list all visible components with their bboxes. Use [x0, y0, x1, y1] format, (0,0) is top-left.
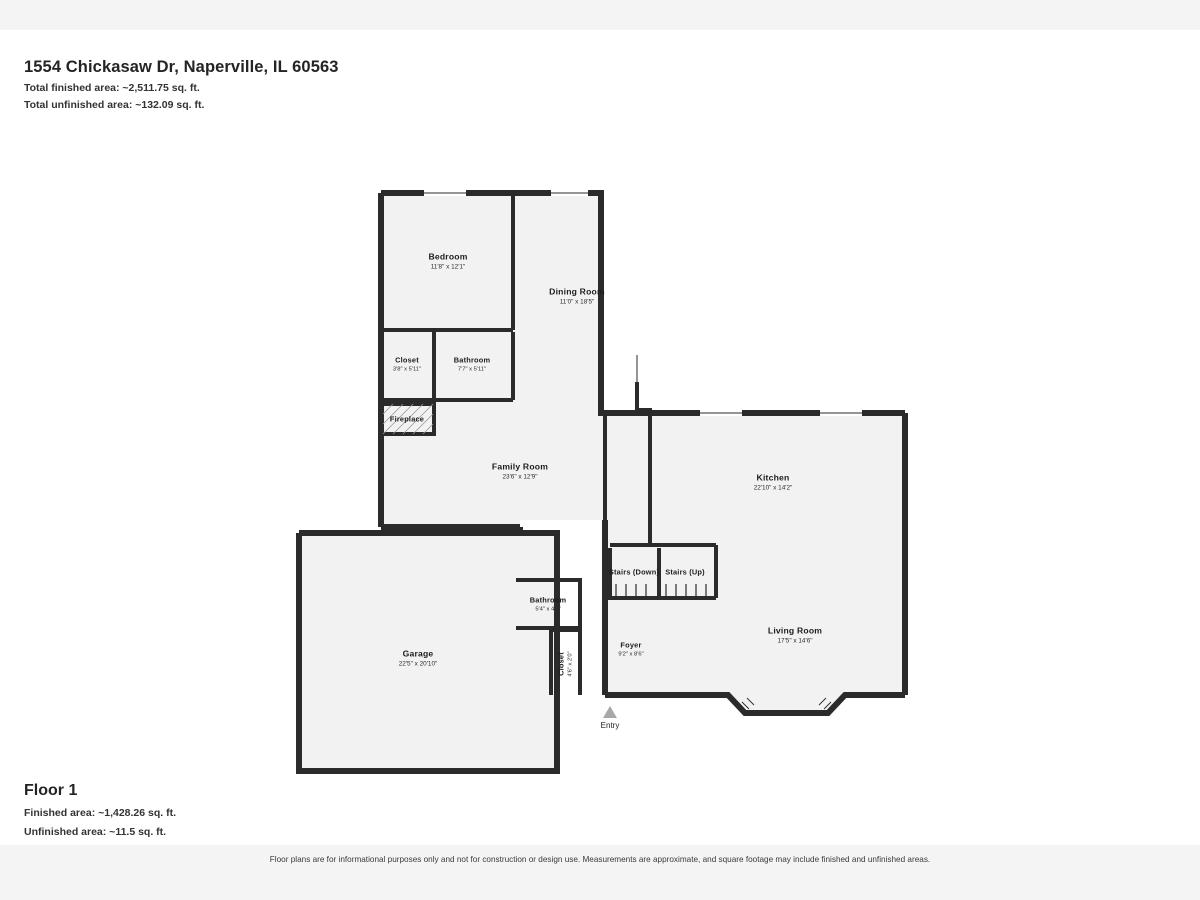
room-label-garage: Garage 22'5" x 20'10" — [398, 648, 438, 668]
entry-label: Entry — [600, 721, 620, 730]
entry-arrow-icon — [603, 706, 617, 718]
floorplan-drawing — [0, 30, 1200, 900]
room-label-foyer: Foyer 9'2" x 8'6" — [618, 640, 644, 658]
room-label-kitchen: Kitchen 22'10" x 14'2" — [753, 472, 793, 492]
floor-unfinished-area: Unfinished area: ~11.5 sq. ft. — [24, 826, 167, 838]
room-label-stairs-up: Stairs (Up) — [665, 567, 705, 577]
room-label-bathroom-lower: Bathroom 5'4" x 4'6" — [529, 595, 567, 613]
page-title: 1554 Chickasaw Dr, Naperville, IL 60563 — [24, 58, 339, 76]
disclaimer-text: Floor plans are for informational purposes only and not for construction or design use. Measurements are approximate, and square footage may include finished and unfinished areas. — [269, 855, 931, 864]
room-label-bathroom-upper: Bathroom 7'7" x 5'11" — [453, 355, 491, 373]
room-label-dining-room: Dining Room 11'0" x 18'5" — [549, 286, 605, 306]
total-unfinished-area: Total unfinished area: ~132.09 sq. ft. — [24, 99, 205, 111]
room-label-fireplace: Fireplace — [389, 414, 425, 424]
floor-finished-area: Finished area: ~1,428.26 sq. ft. — [24, 807, 177, 819]
room-label-closet-hall: Closet 3'8" x 5'11" — [392, 355, 422, 373]
room-label-closet-entry: Closet 4'6" x 2'0" — [556, 651, 574, 677]
room-label-bedroom: Bedroom 11'8" x 12'1" — [428, 251, 468, 271]
room-label-family-room: Family Room 23'6" x 12'9" — [491, 461, 549, 481]
room-label-living-room: Living Room 17'5" x 14'6" — [767, 625, 823, 645]
footer — [24, 782, 624, 838]
total-finished-area: Total finished area: ~2,511.75 sq. ft. — [24, 82, 200, 94]
floorplan-sheet — [0, 30, 1200, 864]
floor-label: Floor 1 — [24, 782, 78, 799]
room-label-stairs-down: Stairs (Down) — [608, 567, 660, 577]
